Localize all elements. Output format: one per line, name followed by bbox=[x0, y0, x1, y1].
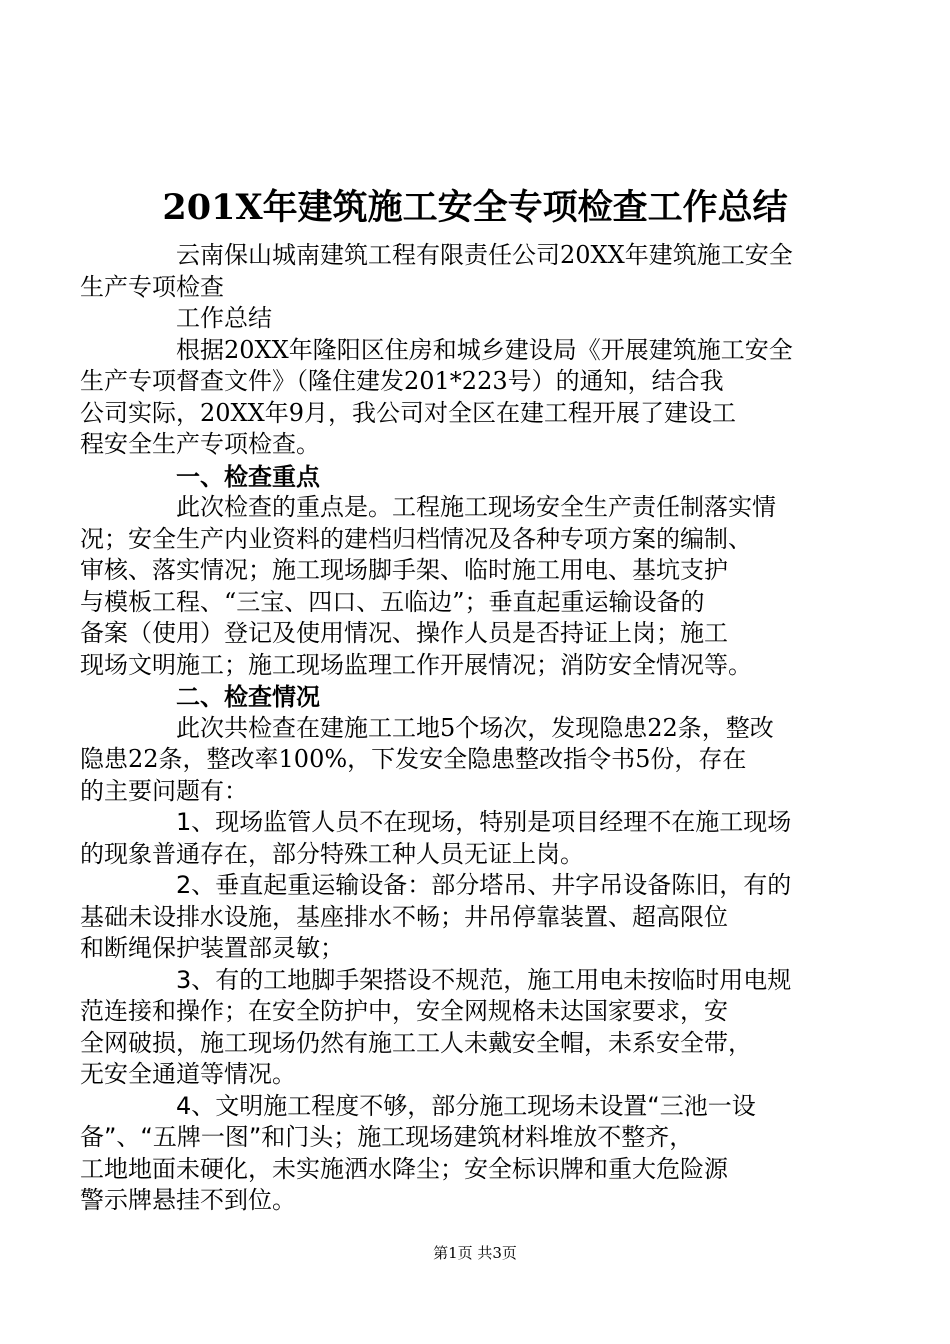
text-line: 无安全通道等情况。 bbox=[80, 1060, 296, 1088]
document-body bbox=[80, 240, 828, 1217]
text-line: 和断绳保护装置部灵敏； bbox=[80, 934, 344, 962]
paragraph-inspection-focus bbox=[80, 492, 828, 681]
paragraph-background bbox=[80, 335, 828, 461]
paragraph-summary-label bbox=[128, 303, 828, 335]
heading-text: 二、检查情况 bbox=[176, 682, 320, 711]
text-line: 1、现场监管人员不在现场，特别是项目经理不在施工现场 bbox=[176, 808, 792, 836]
text-line: 工作总结 bbox=[176, 304, 272, 332]
text-line: 生产专项检查 bbox=[80, 272, 224, 301]
text-line: 生产专项督查文件》（隆住建发201*223号）的通知，结合我 bbox=[80, 367, 724, 395]
text-line: 的现象普通存在，部分特殊工种人员无证上岗。 bbox=[80, 839, 584, 868]
text-line: 程安全生产专项检查。 bbox=[80, 430, 320, 458]
text-line: 2、垂直起重运输设备：部分塔吊、井字吊设备陈旧，有的 bbox=[176, 871, 792, 899]
problem-item-4 bbox=[80, 1091, 828, 1217]
text-line: 况；安全生产内业资料的建档归档情况及各种专项方案的编制、 bbox=[80, 524, 752, 553]
text-line: 现场文明施工；施工现场监理工作开展情况；消防安全情况等。 bbox=[80, 650, 752, 679]
text-line: 3、有的工地脚手架搭设不规范，施工用电未按临时用电规 bbox=[176, 965, 792, 994]
text-line: 根据20XX年隆阳区住房和城乡建设局《开展建筑施工安全 bbox=[176, 335, 793, 364]
text-line: 4、文明施工程度不够，部分施工现场未设置“三池一设 bbox=[176, 1091, 756, 1120]
text-line: 警示牌悬挂不到位。 bbox=[80, 1186, 296, 1214]
paragraph-intro bbox=[80, 240, 828, 303]
text-line: 基础未设排水设施，基座排水不畅；井吊停靠装置、超高限位 bbox=[80, 902, 728, 931]
text-line: 全网破损，施工现场仍然有施工工人未戴安全帽，未系安全带， bbox=[80, 1028, 752, 1057]
heading-text: 一、检查重点 bbox=[176, 461, 320, 491]
text-line: 工地地面未硬化，未实施洒水降尘；安全标识牌和重大危险源 bbox=[80, 1154, 728, 1183]
text-line: 公司实际，20XX年9月，我公司对全区在建工程开展了建设工 bbox=[80, 398, 736, 427]
text-line: 此次检查的重点是。工程施工现场安全生产责任制落实情 bbox=[176, 493, 776, 521]
text-line: 此次共检查在建施工工地5个场次，发现隐患22条，整改 bbox=[176, 713, 774, 742]
paragraph-inspection-results bbox=[80, 713, 828, 808]
problem-item-3 bbox=[80, 965, 828, 1091]
text-line: 备案（使用）登记及使用情况、操作人员是否持证上岗；施工 bbox=[80, 619, 728, 647]
text-line: 审核、落实情况；施工现场脚手架、临时施工用电、基坑支护 bbox=[80, 556, 728, 584]
text-line: 云南保山城南建筑工程有限责任公司20XX年建筑施工安全 bbox=[176, 241, 793, 269]
text-line: 的主要问题有： bbox=[80, 776, 248, 805]
problem-item-1 bbox=[80, 807, 828, 870]
problem-item-2 bbox=[80, 870, 828, 965]
section-heading-2 bbox=[128, 681, 828, 713]
text-line: 范连接和操作；在安全防护中，安全网规格未达国家要求，安 bbox=[80, 997, 728, 1025]
text-line: 备”、“五牌一图”和门头；施工现场建筑材料堆放不整齐， bbox=[80, 1123, 694, 1151]
text-line: 隐患22条，整改率100%，下发安全隐患整改指令书5份，存在 bbox=[80, 745, 747, 773]
page-number-footer: 第1页 共3页 bbox=[433, 1244, 517, 1262]
document-title: 201X年建筑施工安全专项检查工作总结 bbox=[162, 187, 788, 228]
section-heading-1 bbox=[128, 461, 828, 493]
text-line: 与模板工程、“三宝、四口、五临边”；垂直起重运输设备的 bbox=[80, 587, 705, 616]
